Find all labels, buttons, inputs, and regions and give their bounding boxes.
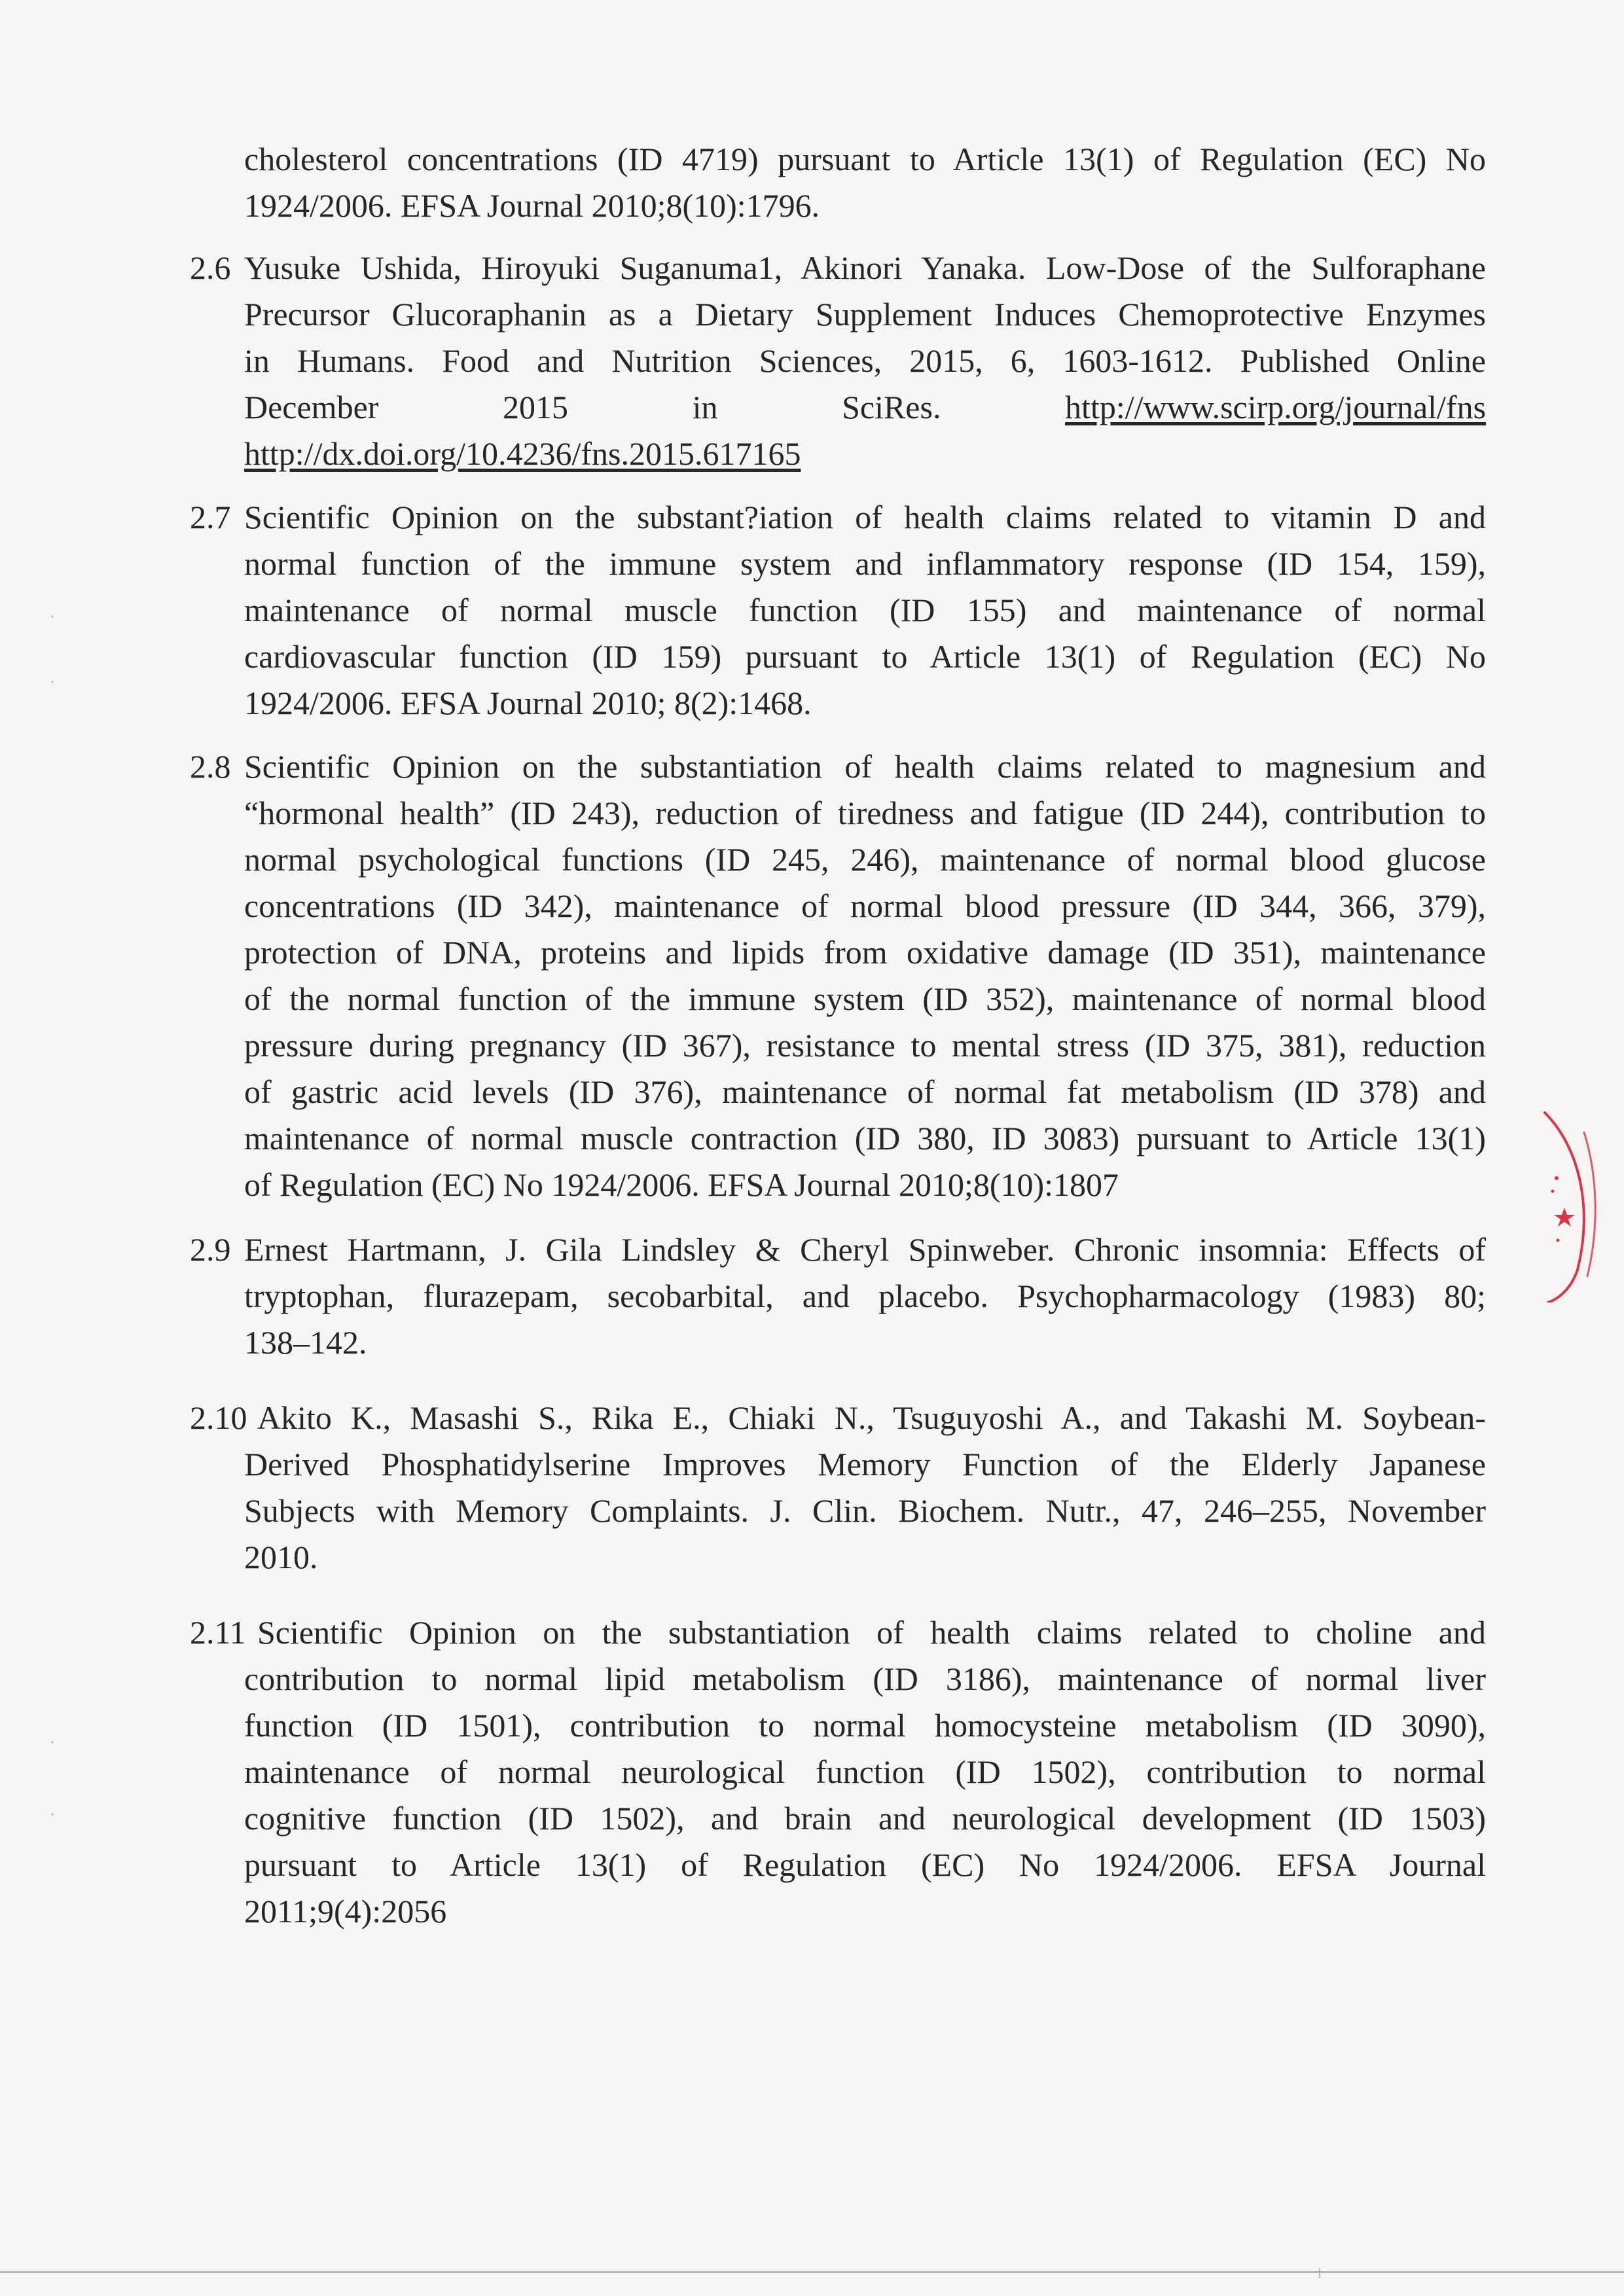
published-word: December [244,389,379,425]
published-line [244,384,1486,431]
text-line: normal function of the immune system and inflammatory response (ID 154, 159), [244,545,1486,582]
reference-number: 2.6 [190,249,231,286]
reference-2-6 [190,245,1486,477]
text-line: 138–142. [244,1324,367,1361]
text-line: maintenance of normal muscle function (ID 155) and maintenance of normal [244,592,1486,628]
text-line: Precursor Glucoraphanin as a Dietary Supplement Induces Chemoprotective Enzymes [244,296,1486,332]
seal-dot [1555,1176,1559,1180]
text-line: Scientific Opinion on the substantiation of health claims related to choline and [257,1614,1486,1651]
seal-star-icon [1554,1208,1575,1227]
reference-2-7 [190,494,1486,726]
text-line: “hormonal health” (ID 243), reduction of tiredness and fatigue (ID 244), contribution to [244,795,1486,831]
text-line: of the normal function of the immune system (ID 352), maintenance of normal blood [244,980,1486,1017]
reference-number: 2.7 [190,499,231,535]
text-line: maintenance of normal neurological function (ID 1502), contribution to normal [244,1753,1486,1790]
reference-2-11 [190,1609,1486,1935]
stamp-seal-fragment [1538,1106,1604,1302]
text-line: concentrations (ID 342), maintenance of normal blood pressure (ID 344, 366, 379), [244,888,1486,924]
published-word: SciRes. [842,389,941,425]
reference-continuation [190,136,1486,229]
text-line [244,431,1486,477]
text-line: 1924/2006. EFSA Journal 2010; 8(2):1468. [244,685,812,721]
text-line: Ernest Hartmann, J. Gila Lindsley & Cheryl Spinweber. Chronic insomnia: Effects of [244,1231,1486,1268]
footer-tick [1319,2268,1320,2278]
text-line: in Humans. Food and Nutrition Sciences, 2015, 6, 1603-1612. Published Online [244,342,1486,379]
text-line: 1924/2006. EFSA Journal 2010;8(10):1796. [244,187,820,224]
text-line: protection of DNA, proteins and lipids from oxidative damage (ID 351), maintenance [244,934,1486,971]
reference-2-9 [190,1227,1486,1366]
text-line: Yusuke Ushida, Hiroyuki Suganuma1, Akinori Yanaka. Low-Dose of the Sulforaphane [244,249,1486,286]
text-line: contribution to normal lipid metabolism (ID 3186), maintenance of normal liver [244,1660,1486,1697]
reference-number: 2.10 [190,1399,247,1436]
published-word: 2015 [503,389,568,425]
seal-dot [1551,1190,1555,1193]
published-word: in [692,389,718,425]
text-line: Scientific Opinion on the substant?iation of health claims related to vitamin D and [244,499,1486,535]
seal-arc-inner [1584,1132,1595,1276]
text-line: cholesterol concentrations (ID 4719) pursuant to Article 13(1) of Regulation (EC) No [244,141,1486,177]
text-line: of gastric acid levels (ID 376), maintenance of normal fat metabolism (ID 378) and [244,1073,1486,1110]
doi-link[interactable]: http://dx.doi.org/10.4236/fns.2015.617165 [244,435,801,472]
footer-rule [0,2271,1624,2273]
reference-number: 2.9 [190,1231,231,1268]
text-line: maintenance of normal muscle contraction (ID 380, ID 3083) pursuant to Article 13(1) [244,1120,1486,1157]
seal-dot [1557,1239,1560,1242]
text-line: tryptophan, flurazepam, secobarbital, and placebo. Psychopharmacology (1983) 80; [244,1278,1486,1314]
scan-speck [51,681,54,683]
text-line: Derived Phosphatidylserine Improves Memory Function of the Elderly Japanese [244,1446,1486,1482]
text-line: function (ID 1501), contribution to normal homocysteine metabolism (ID 3090), [244,1707,1486,1744]
text-line: Akito K., Masashi S., Rika E., Chiaki N., Tsuguyoshi A., and Takashi M. Soybean- [257,1399,1486,1436]
seal-arc [1545,1113,1584,1302]
reference-2-10 [190,1395,1486,1581]
text-line: cardiovascular function (ID 159) pursuant to Article 13(1) of Regulation (EC) No [244,638,1486,675]
scan-speck [51,1741,54,1744]
reference-number: 2.11 [190,1614,246,1651]
text-line: normal psychological functions (ID 245, 246), maintenance of normal blood glucose [244,841,1486,878]
journal-link[interactable]: http://www.scirp.org/journal/fns [1065,389,1487,425]
reference-2-8 [190,744,1486,1208]
scan-speck [51,1813,54,1816]
text-line: cognitive function (ID 1502), and brain and neurological development (ID 1503) [244,1800,1486,1837]
text-line: pressure during pregnancy (ID 367), resistance to mental stress (ID 375, 381), reduction [244,1027,1486,1064]
text-line: of Regulation (EC) No 1924/2006. EFSA Journal 2010;8(10):1807 [244,1166,1119,1203]
text-line: pursuant to Article 13(1) of Regulation (EC) No 1924/2006. EFSA Journal [244,1846,1486,1883]
text-line: Subjects with Memory Complaints. J. Clin. Biochem. Nutr., 47, 246–255, November [244,1492,1486,1529]
reference-list [190,136,1486,1935]
reference-number: 2.8 [190,748,231,785]
text-line: 2011;9(4):2056 [244,1893,447,1929]
text-line: 2010. [244,1539,318,1575]
text-line: Scientific Opinion on the substantiation of health claims related to magnesium and [244,748,1486,785]
scan-speck [51,615,54,618]
